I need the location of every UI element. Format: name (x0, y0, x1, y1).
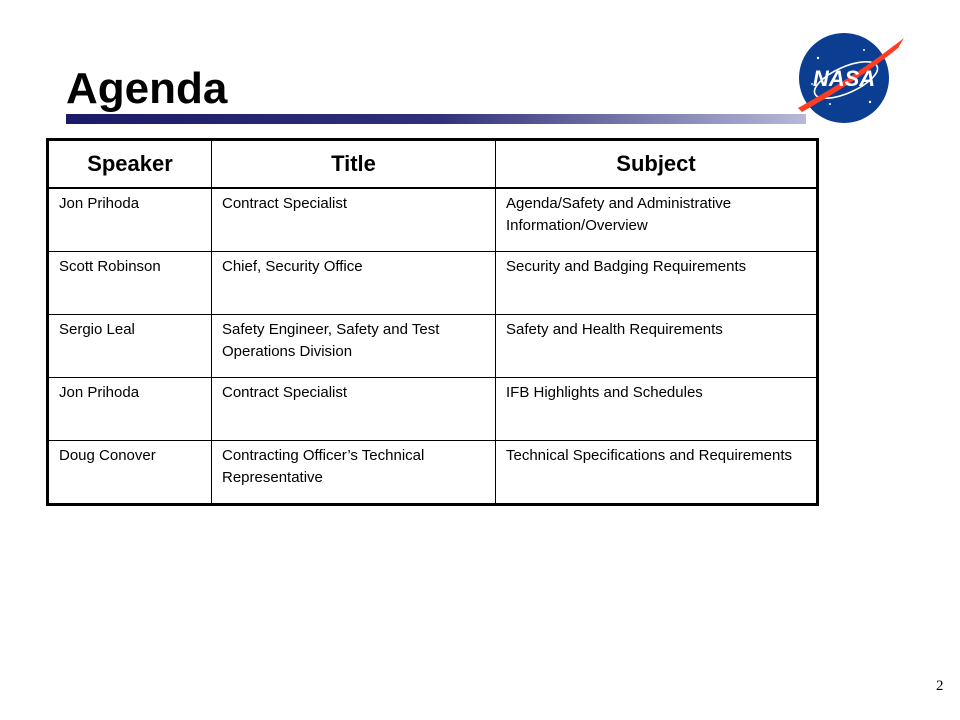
speaker-cell: Jon Prihoda (48, 378, 212, 441)
slide-title: Agenda (66, 64, 228, 113)
table-row (48, 441, 818, 505)
nasa-logo (790, 28, 908, 124)
header-title: Title (212, 140, 496, 189)
speaker-cell: Scott Robinson (48, 252, 212, 315)
title-underline (66, 114, 806, 124)
table-header-row (48, 140, 818, 189)
subject-cell: IFB Highlights and Schedules (496, 378, 818, 441)
speaker-cell: Doug Conover (48, 441, 212, 505)
table-row (48, 378, 818, 441)
subject-cell: Technical Specifications and Requirements (496, 441, 818, 505)
header-speaker: Speaker (48, 140, 212, 189)
page-number: 2 (936, 678, 944, 694)
subject-cell: Security and Badging Requirements (496, 252, 818, 315)
subject-cell: Safety and Health Requirements (496, 315, 818, 378)
title-cell: Contract Specialist (212, 188, 496, 252)
table-row (48, 188, 818, 252)
agenda-table (46, 138, 819, 506)
title-cell: Safety Engineer, Safety and Test Operations Division (212, 315, 496, 378)
subject-cell: Agenda/Safety and Administrative Information/Overview (496, 188, 818, 252)
speaker-cell: Jon Prihoda (48, 188, 212, 252)
title-cell: Contracting Officer’s Technical Representative (212, 441, 496, 505)
title-cell: Contract Specialist (212, 378, 496, 441)
title-cell: Chief, Security Office (212, 252, 496, 315)
speaker-cell: Sergio Leal (48, 315, 212, 378)
table-row (48, 315, 818, 378)
header-subject: Subject (496, 140, 818, 189)
nasa-logo-text: NASA (812, 66, 876, 91)
table-row (48, 252, 818, 315)
